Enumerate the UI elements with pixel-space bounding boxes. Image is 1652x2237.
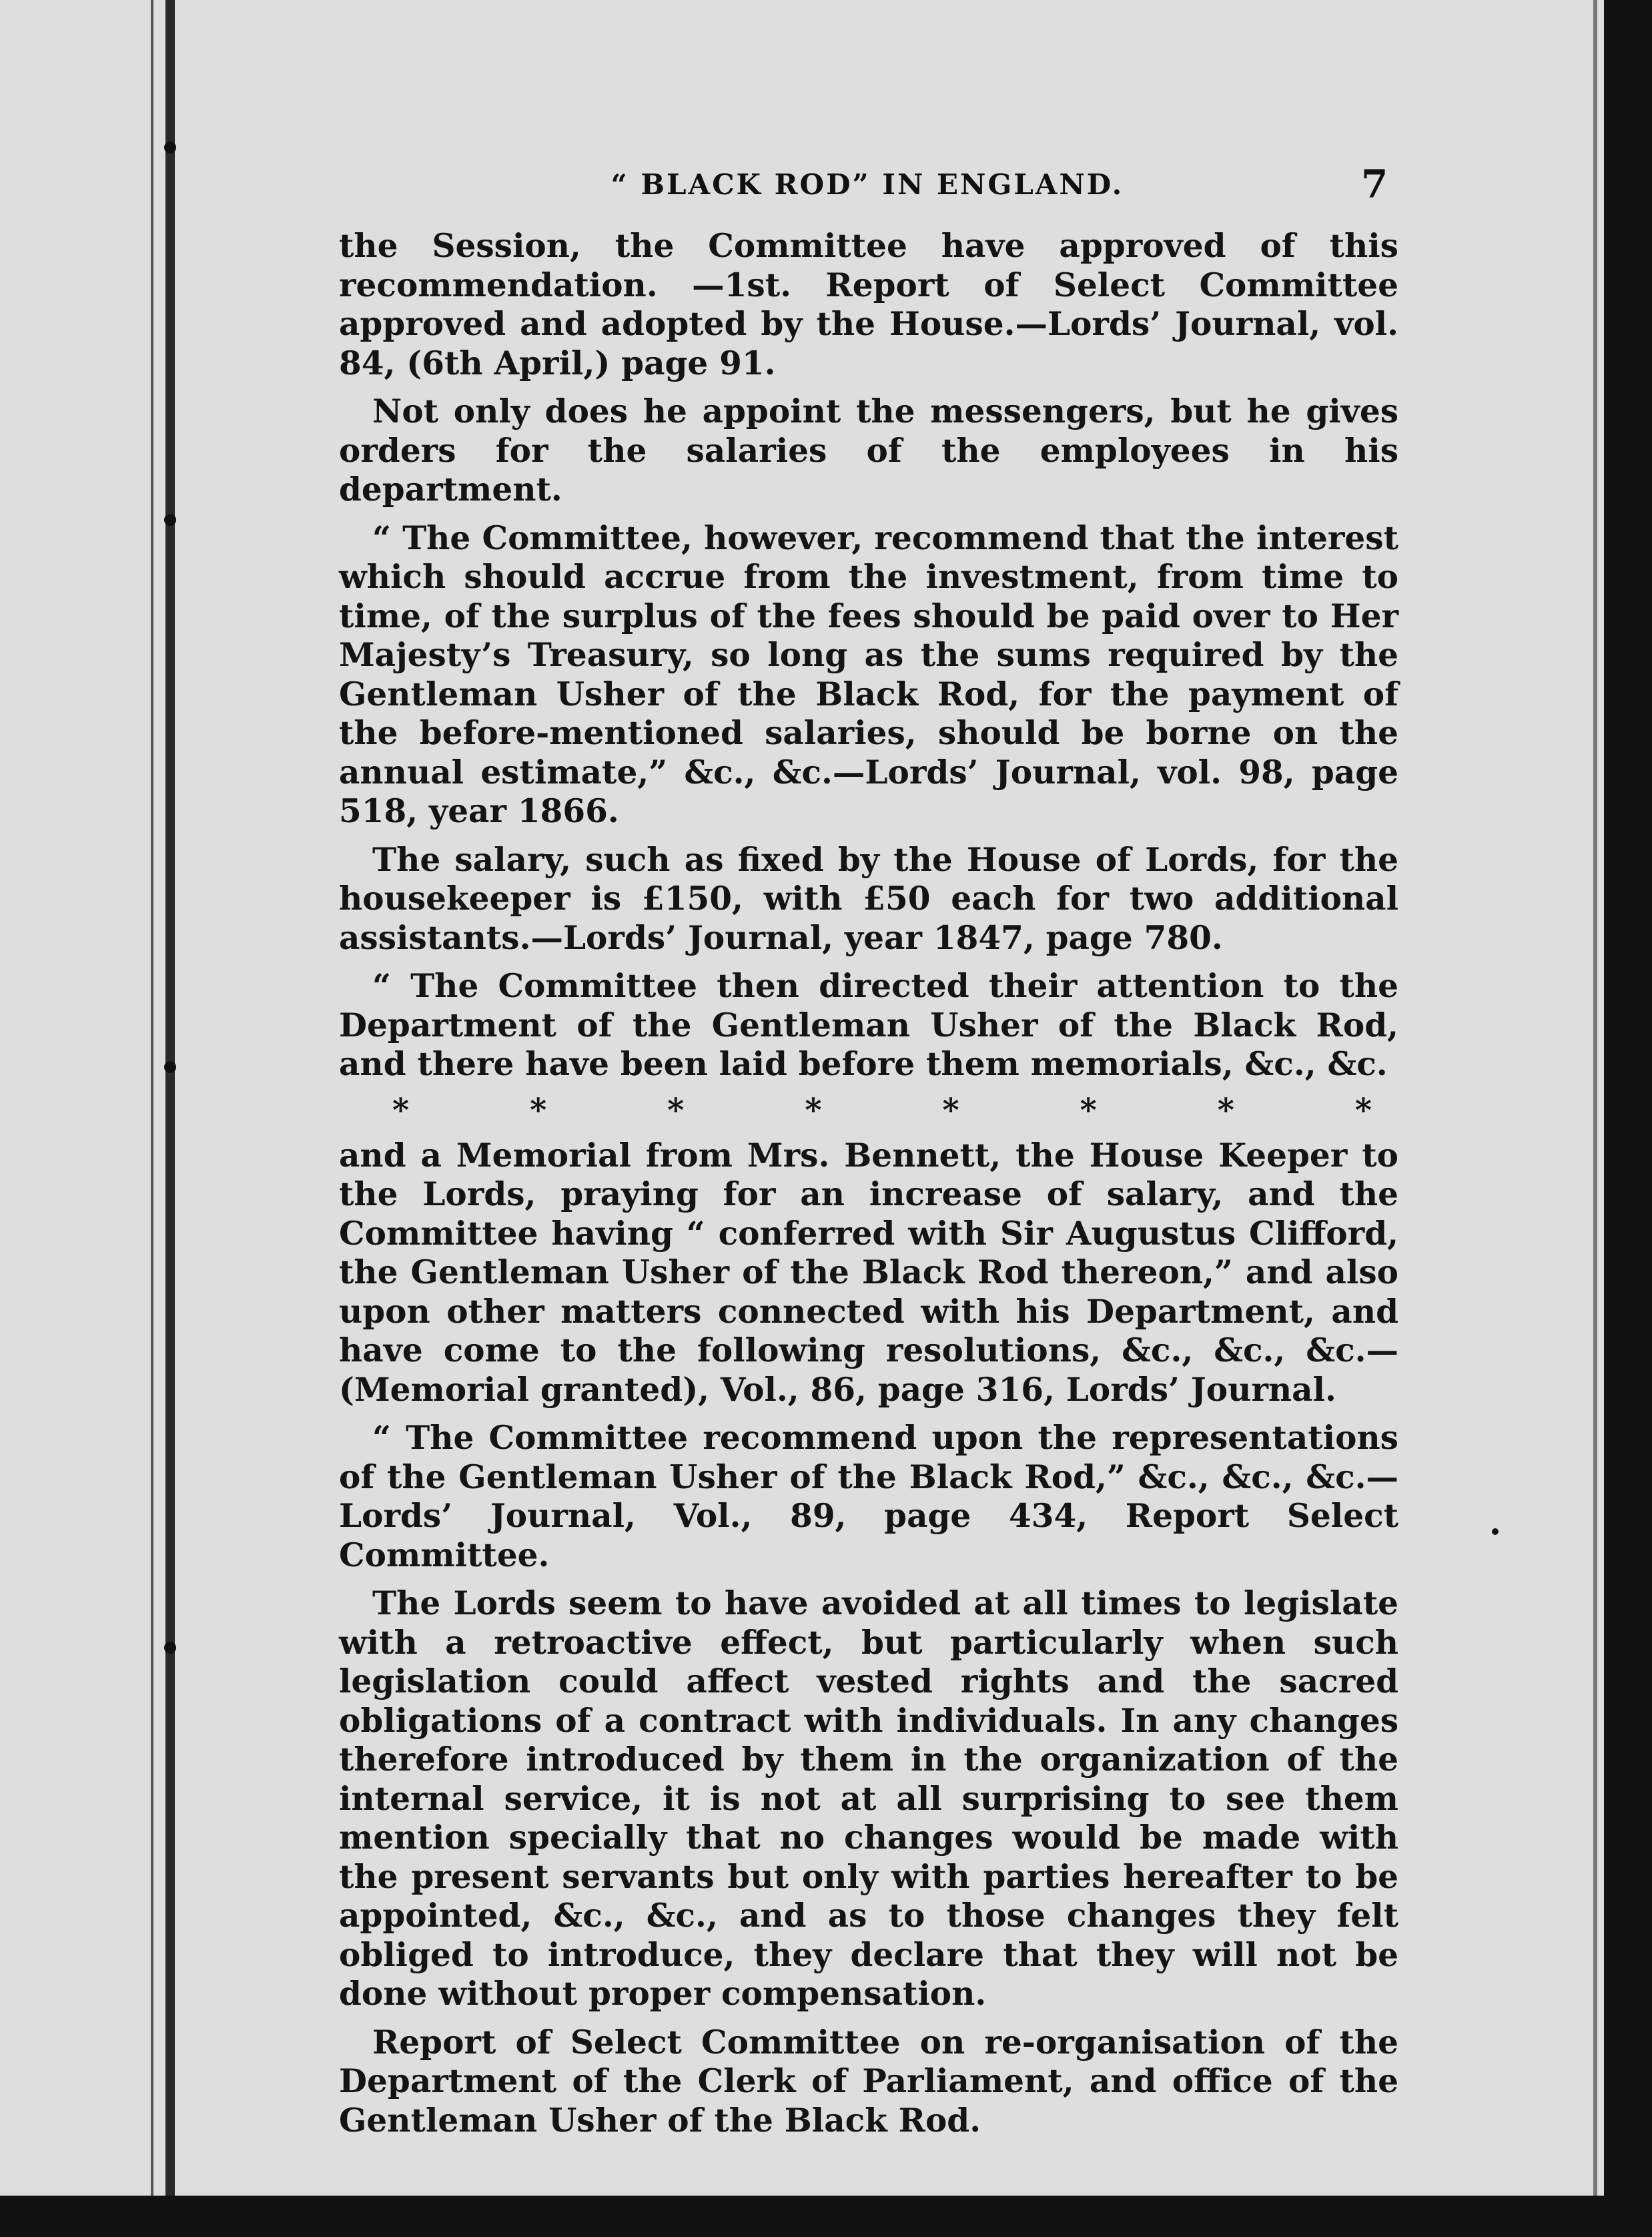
binding-mark: [164, 1061, 176, 1073]
binding-edge: [165, 0, 175, 2196]
asterisk-separator: [339, 1091, 1398, 1129]
paragraph: Report of Select Committee on re-organisation of the Department of the Clerk of Parliament, and office of the Gentleman Usher of the Black Rod.: [339, 2023, 1398, 2140]
speck-mark: [1492, 1528, 1499, 1535]
asterisk: *: [392, 1091, 410, 1129]
paragraph: “ The Committee, however, recommend that the interest which should accrue from the investment, from time to time, of the surplus of the fees should be paid over to Her Majesty’s Treasury, so long as the sums required by the Gentleman Usher of the Black Rod, for the payment of the before-mentioned salaries, should be borne on the annual estimate,” &c., &c.—Lords’ Journal, vol. 98, page 518, year 1866.: [339, 519, 1398, 830]
paragraph: Not only does he appoint the messengers, but he gives orders for the salaries of the employees in his department.: [339, 392, 1398, 509]
paragraph: “ The Committee recommend upon the representations of the Gentleman Usher of the Black Rod,” &c., &c., &c.—Lords’ Journal, Vol., 89, page 434, Report Select Committee.: [339, 1419, 1398, 1574]
asterisk: *: [942, 1091, 959, 1129]
paragraph: The salary, such as fixed by the House of Lords, for the housekeeper is £150, with £50 each for two additional assistants.—Lords’ Journal, year 1847, page 780.: [339, 840, 1398, 957]
paragraph: “ The Committee then directed their attention to the Department of the Gentleman Usher of the Black Rod, and there have been laid before them memorials, &c., &c.: [339, 967, 1398, 1083]
asterisk: *: [1080, 1091, 1097, 1129]
binding-mark: [164, 1642, 176, 1654]
asterisk: *: [805, 1091, 822, 1129]
asterisk: *: [667, 1091, 685, 1129]
page-number: 7: [1361, 162, 1388, 207]
asterisk: *: [1354, 1091, 1372, 1129]
binding-mark: [164, 514, 176, 526]
binding-shadow: [151, 0, 153, 2196]
binding-mark: [164, 141, 176, 153]
paragraph: the Session, the Committee have approved of this recommendation. —1st. Report of Select Committee approved and adopted by the House.—Lords’ Journal, vol. 84, (6th April,) page 91.: [339, 227, 1398, 382]
page-edge: [1593, 0, 1597, 2196]
paragraph: and a Memorial from Mrs. Bennett, the House Keeper to the Lords, praying for an increase of salary, and the Committee having “ conferred with Sir Augustus Clifford, the Gentleman Usher of the Black Rod thereon,” and also upon other matters connected with his Department, and have come to the following resolutions, &c., &c., &c.—(Memorial granted), Vol., 86, page 316, Lords’ Journal.: [339, 1136, 1398, 1409]
asterisk: *: [1217, 1091, 1234, 1129]
asterisk: *: [530, 1091, 547, 1129]
body-text: [339, 227, 1398, 2150]
running-header: “ BLACK ROD” IN ENGLAND.: [610, 168, 1124, 201]
paragraph: The Lords seem to have avoided at all times to legislate with a retroactive effect, but particularly when such legislation could affect vested rights and the sacred obligations of a contract with individuals. In any changes therefore introduced by them in the organization of the internal service, it is not at all surprising to see them mention specially that no changes would be made with the present servants but only with parties hereafter to be appointed, &c., &c., and as to those changes they felt obliged to introduce, they declare that they will not be done without proper compensation.: [339, 1584, 1398, 2013]
